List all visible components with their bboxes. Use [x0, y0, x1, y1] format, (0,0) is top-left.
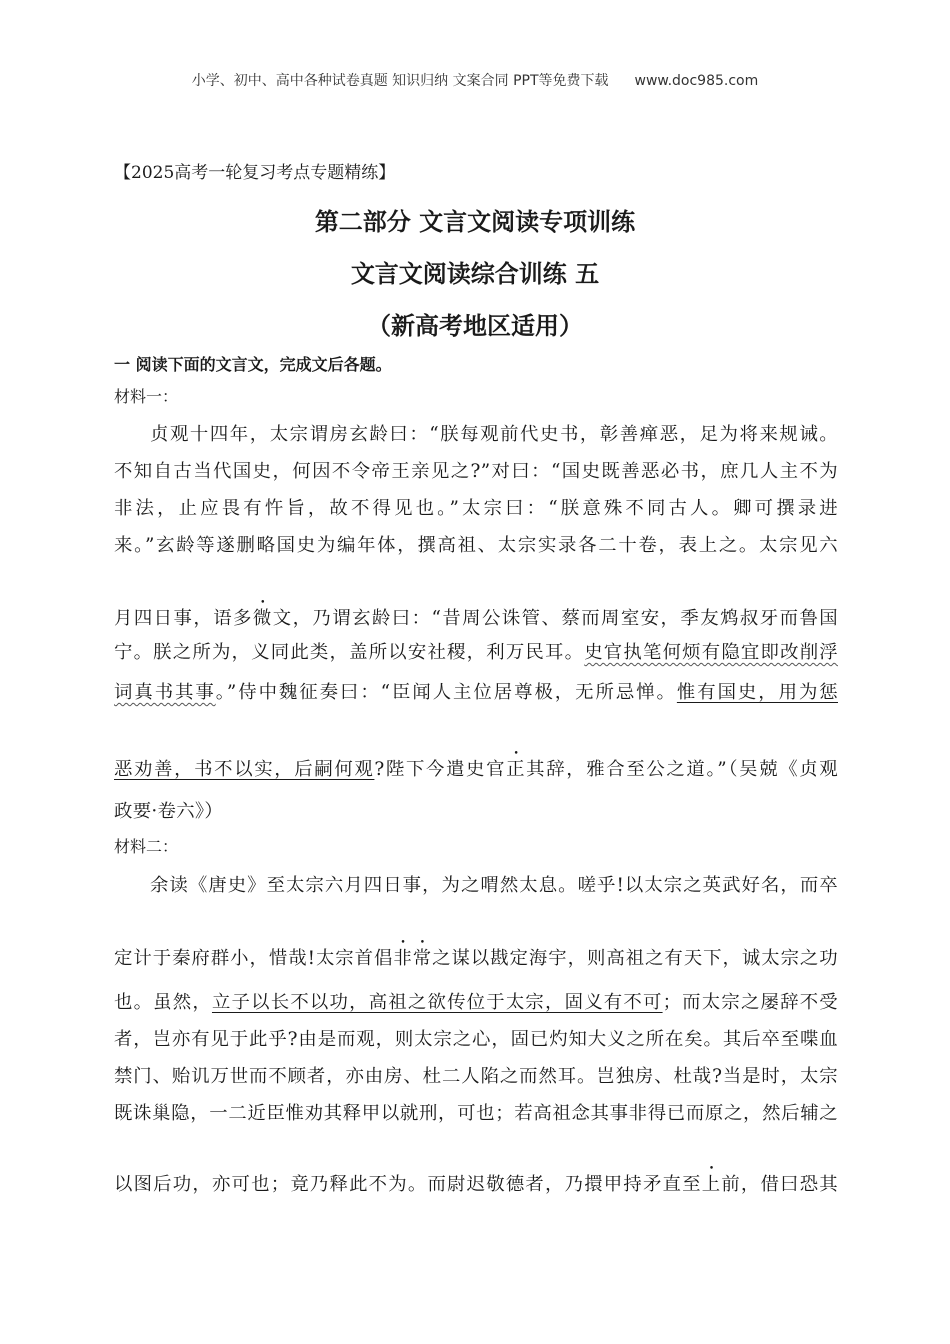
- material2-line-2: 定计于秦府群小，惜哉!太宗首倡非常之谋以戡定海宇，则高祖之有天下，诚太宗之功: [114, 948, 838, 969]
- material1-line-2: 不知自古当代国史，何因不令帝王亲见之?”对曰：“国史既善恶必书，庶几人主不为: [114, 461, 838, 482]
- material2-line-1: 余读《唐史》至太宗六月四日事，为之喟然太息。嗟乎!以太宗之英武好名，而卒: [150, 875, 838, 896]
- material1-line-4: 来。”玄龄等遂删略国史为编年体，撰高祖、太宗实录各二十卷，表上之。太宗见六: [114, 535, 838, 556]
- question-instruction: 一 阅读下面的文言文，完成文后各题。: [114, 355, 392, 374]
- material1-line-5: 月四日事，语多微文，乃谓玄龄曰：“昔周公诛管、蔡而周室安，季友鸩叔牙而鲁国: [114, 608, 838, 629]
- material1-label: 材料一：: [114, 387, 179, 406]
- material1-line-1: 贞观十四年，太宗谓房玄龄曰：“朕每观前代史书，彰善瘅恶，足为将来规诫。: [150, 424, 838, 445]
- header-text: 小学、初中、高中各种试卷真题 知识归纳 文案合同 PPT等免费下载: [191, 73, 609, 89]
- material2-line-3: 也。虽然，立子以长不以功，高祖之欲传位于太宗，固义有不可；而太宗之屡辞不受: [114, 992, 838, 1013]
- wavy-underline-text: 词真书其事: [114, 682, 216, 703]
- material1-line-8: 恶劝善，书不以实，后嗣何观?陛下今遣史官正其辞，雅合至公之道。”（吴兢《贞观: [114, 759, 838, 780]
- material1-line-6: 宁。朕之所为，义同此类，盖所以安社稷，利万民耳。史官执笔何烦有隐宜即改削浮: [114, 642, 838, 663]
- material1-line-3: 非法，止应畏有忤旨，故不得见也。”太宗曰：“朕意殊不同古人。卿可撰录进: [114, 498, 838, 519]
- section-title: 第二部分 文言文阅读专项训练: [314, 208, 636, 236]
- material2-line-7: 以图后功，亦可也；竟乃释此不为。而尉迟敬德者，乃擐甲持矛直至上前，借曰恐其: [114, 1174, 838, 1195]
- emphasis-char: 上: [701, 1174, 722, 1195]
- underlined-sentence: 惟有国史，用为惩: [676, 682, 838, 703]
- material2-line-4: 者，岂亦有见于此乎?由是而观，则太宗之心，固已灼知大义之所在矣。其后卒至喋血: [114, 1029, 838, 1050]
- material1-line-7: 词真书其事。”侍中魏征奏曰：“臣闻人主位居尊极，无所忌惮。惟有国史，用为惩: [114, 682, 838, 703]
- material2-line-6: 既诛巢隐，一二近臣惟劝其释甲以就刑，可也；若高祖念其事非得已而原之，然后辅之: [114, 1103, 838, 1124]
- emphasis-char: 正: [506, 759, 527, 780]
- material2-label: 材料二：: [114, 837, 179, 856]
- exercise-title: 文言文阅读综合训练 五: [350, 260, 600, 288]
- material2-line-5: 禁门、贻讥万世而不顾者，亦由房、杜二人陷之而然耳。岂独房、杜哉?当是时，太宗: [114, 1066, 838, 1087]
- page-header: [0, 70, 950, 90]
- emphasis-char: 非常: [393, 948, 433, 969]
- material1-line-9: 政要·卷六》）: [114, 801, 224, 822]
- wavy-underline-text: 史官执笔何烦有隐宜即改削浮: [584, 642, 838, 663]
- series-tag: 【2025高考一轮复习考点专题精练】: [114, 163, 396, 183]
- underlined-sentence: 立子以长不以功，高祖之欲传位于太宗，固义有不可: [211, 992, 663, 1013]
- exercise-subtitle: （新高考地区适用）: [367, 312, 583, 340]
- underlined-sentence: 恶劝善，书不以实，后嗣何观: [114, 759, 375, 780]
- emphasis-char: 微: [252, 608, 273, 629]
- header-url[interactable]: www.doc985.com: [634, 73, 759, 89]
